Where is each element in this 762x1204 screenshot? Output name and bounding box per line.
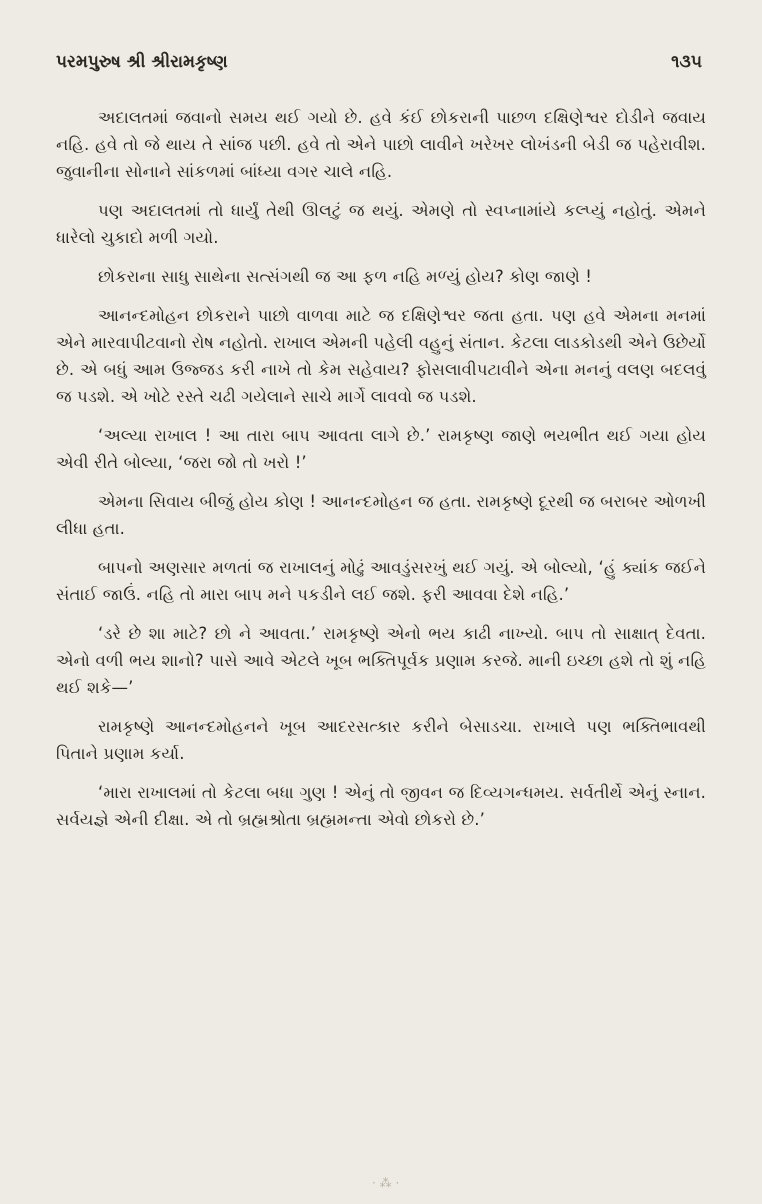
page-number: ૧૩૫ bbox=[671, 52, 702, 72]
paragraph: પણ અદાલતમાં તો ધાર્યું તેથી ઊલટું જ થયું. એમણે તો સ્વપ્નામાંયે કલ્પ્યું નહોતું. એમને ધારેલો ચુકાદો મળી ગયો. bbox=[56, 201, 706, 247]
printer-ornament-icon: · ⁂ · bbox=[372, 1176, 400, 1190]
paragraph: એમના સિવાય બીજું હોય કોણ ! આનન્દમોહન જ હતા. રામકૃષ્ણે દૂરથી જ બરાબર ઓળખી લીધા હતા. bbox=[56, 492, 707, 538]
running-title: પરમપુરુષ શ્રી શ્રીરામકૃષ્ણ bbox=[56, 52, 228, 72]
paragraph: ‘અલ્યા રાખાલ ! આ તારા બાપ આવતા લાગે છે.’ રામકૃષ્ણ જાણે ભયભીત થઈ ગયા હોય એવી રીતે બોલ્યા, ‘જરા જો તો ખરો !’ bbox=[56, 426, 706, 472]
paragraph: બાપનો અણસાર મળતાં જ રાખાલનું મોઢું આવડુંસરખું થઈ ગયું. એ બોલ્યો, ‘હું ક્યાંક જઈને સંતાઈ જાઉં. નહિ તો મારા બાપ મને પકડીને લઈ જશે. ફરી આવવા દેશે નહિ.’ bbox=[56, 558, 706, 604]
paragraph: ‘મારા રાખાલમાં તો કેટલા બધા ગુણ ! એનું તો જીવન જ દિવ્યગન્ધમય. સર્વતીર્થે એનું સ્નાન. સર્વયજ્ઞે એની દીક્ષા. એ તો બ્રહ્મશ્રોતા બ્રહ્મમન્તા એવો છોકરો છે.’ bbox=[56, 783, 706, 829]
paragraph: છોકરાના સાધુ સાથેના સત્સંગથી જ આ ફળ નહિ મળ્યું હોય? કોણ જાણે ! bbox=[98, 267, 592, 286]
paragraph: ‘ડરે છે શા માટે? છો ને આવતા.’ રામકૃષ્ણે એનો ભય કાઢી નાખ્યો. બાપ તો સાક્ષાત્ દેવતા. એનો વળી ભય શાનો? પાસે આવે એટલે ખૂબ ભક્તિપૂર્વક પ્રણામ કરજે. માની ઇચ્છા હશે તો શું નહિ થઈ શકે—’ bbox=[56, 624, 706, 697]
paragraph: રામકૃષ્ણે આનન્દમોહનને ખૂબ આદરસત્કાર કરીને બેસાડચા. રાખાલે પણ ભક્તિભાવથી પિતાને પ્રણામ કર્યા. bbox=[56, 717, 706, 763]
paragraph: અદાલતમાં જવાનો સમય થઈ ગયો છે. હવે કંઈ છોકરાની પાછળ દક્ષિણેશ્વર દોડીને જવાય નહિ. હવે તો જે થાય તે સાંજ પછી. હવે તો એને પાછો લાવીને ખરેખર લોખંડની બેડી જ પહેરાવીશ. જુવાનીના સોનાને સાંકળમાં બાંધ્યા વગર ચાલે નહિ. bbox=[56, 108, 706, 181]
paragraph: આનન્દમોહન છોકરાને પાછો વાળવા માટે જ દક્ષિણેશ્વર જતા હતા. પણ હવે એમના મનમાં એને મારવાપીટવાનો રોષ નહોતો. રાખાલ એમની પહેલી વહુનું સંતાન. કેટલા લાડકોડથી એને ઉછેર્યો છે. એ બધું આમ ઉજ્જડ કરી નાખે તો કેમ સહેવાય? ફોસલાવીપટાવીને એના મનનું વલણ બદલવું જ પડશે. એ ખોટે રસ્તે ચઢી ગયેલાને સાચે માર્ગે લાવવો જ પડશે. bbox=[56, 306, 706, 406]
body-text bbox=[56, 104, 706, 845]
